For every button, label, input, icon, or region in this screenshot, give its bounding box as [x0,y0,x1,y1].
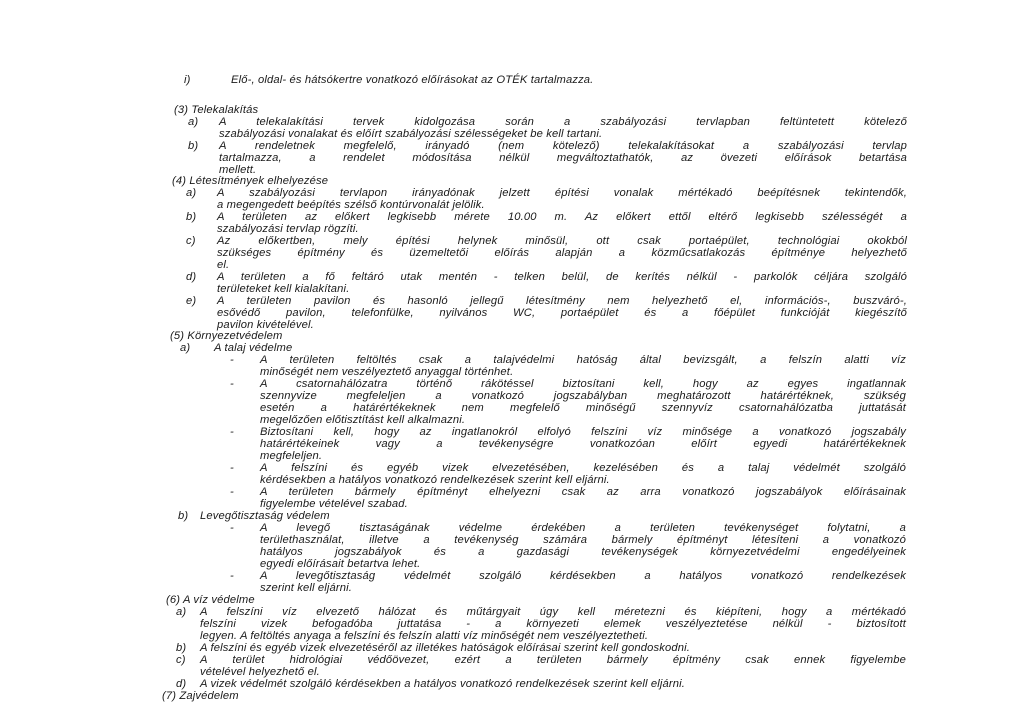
item-label: d) [176,678,187,690]
paragraph-line: A szabályozási tervlapon irányadónak jelzett építési vonalak mértékadó beépítésnek tekintendők, [217,187,907,199]
paragraph-line: esetén a határértékeknek nem megfelelő minőségű szennyvíz csatornahálózatba juttatását [260,402,906,414]
item-label: a) [180,342,191,354]
paragraph-line: A területen az előkert legkisebb mérete 10.00 m. Az előkert ettől eltérő legkisebb szélességét a [217,211,907,223]
paragraph-line: szükséges építmény és üzemeltetői előírás alapján a közműcsatlakozás építménye helyezhető [217,247,907,259]
list-dash: - [230,486,234,498]
paragraph-line: határértékeinek vagy a tevékenységre vonatkozóan előírt egyedi határértékeknek [260,438,906,450]
paragraph-line: A területen bármely építményt elhelyezni csak az arra vonatkozó jogszabályok előírásainak [260,486,906,498]
list-dash: - [230,462,234,474]
paragraph-line: el. [217,259,230,271]
paragraph-line: Biztosítani kell, hogy az ingatlanokról elfolyó felszíni víz minősége a vonatkozó jogszabály [260,426,906,438]
section-heading: (5) Környezetvédelem [170,330,283,342]
paragraph-line: A levegőtisztaság védelmét szolgáló kérdésekben a hatályos vonatkozó rendelkezések [260,570,906,582]
item-label: c) [186,235,196,247]
item-label: d) [186,271,197,283]
list-dash: - [230,522,234,534]
paragraph-line: a megengedett beépítés szélső kontúrvonalát jelölik. [217,199,485,211]
paragraph-line: A felszíni víz elvezető hálózat és műtárgyait úgy kell méretezni és kiépíteni, hogy a mértékadó [200,606,906,618]
paragraph-line: pavilon kivételével. [217,319,314,331]
paragraph-line: A területen a fő feltáró utak mentén - telken belül, de kerítés nélkül - parkolók céljára szolgáló [217,271,907,283]
paragraph-line: felszíni vizek befogadóba juttatása - a környezeti elemek veszélyeztetése nélkül - biztosított [200,618,906,630]
paragraph-line: A levegő tisztaságának védelme érdekében a területen tevékenységet folytatni, a [260,522,906,534]
paragraph-line: területeket kell kialakítani. [217,283,350,295]
item-label: a) [176,606,187,618]
item-label: b) [188,140,199,152]
paragraph-line: A csatornahálózatra történő rákötéssel biztosítani kell, hogy az egyes ingatlannak [260,378,906,390]
paragraph-line: Az előkertben, mely építési helynek minősül, ott csak portaépület, technológiai okokból [217,235,907,247]
paragraph-line: legyen. A feltöltés anyaga a felszíni és felszín alatti víz minőségét nem veszélyeztetheti. [200,630,649,642]
paragraph-line: területhasználat, illetve a tevékenység számára bármely építményt létesíteni a vonatkozó [260,534,906,546]
paragraph-line: szerint kell eljárni. [260,582,353,594]
paragraph-line: A felszíni és egyéb vizek elvezetéséről az illetékes hatóságok előírásai szerint kell gondoskodni. [200,642,691,654]
paragraph-line: szennyvize megfeleljen a vonatkozó jogszabályban meghatározott határértéknek, szükség [260,390,906,402]
paragraph-line: A felszíni és egyéb vizek elvezetésében, kezelésében és a talaj védelmét szolgáló [260,462,906,474]
list-dash: - [230,426,234,438]
paragraph-line: A területen feltöltés csak a talajvédelmi hatóság által bevizsgált, a felszín alatti víz [260,354,906,366]
list-dash: - [230,354,234,366]
item-label: b) [176,642,187,654]
paragraph-line: megfeleljen. [260,450,323,462]
paragraph-line: A területen pavilon és hasonló jellegű létesítmény nem helyezhető el, információs-, buszváró-, [217,295,907,307]
section-heading: (3) Telekalakítás [174,104,259,116]
paragraph-line: minőségét nem veszélyeztető anyaggal történhet. [260,366,514,378]
paragraph-line: szabályozási tervlap rögzíti. [217,223,359,235]
paragraph-line: A terület hidrológiai védőövezet, ezért a területen bármely építmény csak ennek figyelembe [200,654,906,666]
paragraph-line: A telekalakítási tervek kidolgozása során a szabályozási tervlapban feltüntetett kötelező [219,116,907,128]
paragraph-line: Elő-, oldal- és hátsókertre vonatkozó előírásokat az OTÉK tartalmazza. [231,74,594,86]
item-label: a) [186,187,197,199]
paragraph-line: figyelembe vételével szabad. [260,498,408,510]
item-label: b) [186,211,197,223]
paragraph-line: A rendeletnek megfelelő, irányadó (nem kötelező) telekalakításokat a szabályozási tervlap [219,140,907,152]
item-label: i) [184,74,191,86]
paragraph-line: kérdésekben a hatályos vonatkozó rendelkezések szerint kell eljárni. [260,474,610,486]
paragraph-line: szabályozási vonalakat és előírt szabályozási szélességeket be kell tartani. [219,128,603,140]
paragraph-line: esővédő pavilon, telefonfülke, nyilvános WC, portaépület és a főépület funkcióját kiegészítő [217,307,907,319]
paragraph-line: mellett. [219,164,257,176]
item-label: a) [188,116,199,128]
paragraph-line: tartalmazza, a rendelet módosítása nélkül megváltoztathatók, az övezeti előírások betartása [219,152,907,164]
section-heading: (6) A víz védelme [166,594,255,606]
paragraph-line: A vizek védelmét szolgáló kérdésekben a hatályos vonatkozó rendelkezések szerint kell eljárni. [200,678,686,690]
subsection-title: Levegőtisztaság védelem [200,510,330,522]
list-dash: - [230,378,234,390]
item-label: e) [186,295,197,307]
list-dash: - [230,570,234,582]
paragraph-line: egyedi előírásait betartva lehet. [260,558,421,570]
section-heading: (4) Létesítmények elhelyezése [172,175,329,187]
item-label: b) [178,510,189,522]
subsection-title: A talaj védelme [214,342,293,354]
paragraph-line: hatályos jogszabályok és a gazdasági tevékenységek környezetvédelmi engedélyeinek [260,546,906,558]
paragraph-line: megelőzően előtisztítást kell alkalmazni. [260,414,466,426]
item-label: c) [176,654,186,666]
paragraph-line: vételével helyezhető el. [200,666,320,678]
section-heading: (7) Zajvédelem [162,690,239,702]
